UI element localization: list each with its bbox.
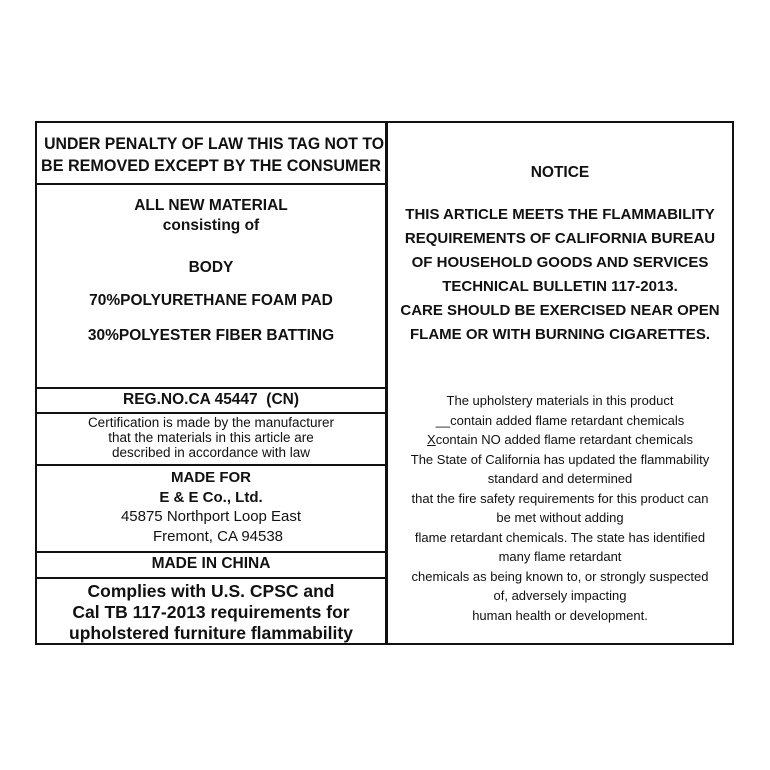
disclosure-body-line: human health or development. [472, 607, 648, 623]
option-added-text: contain added flame retardant chemicals [450, 412, 685, 428]
notice-line-3: OF HOUSEHOLD GOODS AND SERVICES [411, 254, 709, 271]
disclosure-body-line: be met without adding [496, 510, 624, 525]
country-of-origin [37, 554, 385, 574]
disclosure-intro: The upholstery materials in this product [446, 393, 674, 408]
penalty-line-1: UNDER PENALTY OF LAW THIS TAG NOT TO [44, 135, 385, 153]
material-subheading: consisting of [162, 217, 260, 234]
divider-line [37, 412, 385, 414]
material-part: BODY [188, 259, 234, 276]
notice-panel [388, 123, 732, 643]
disclosure-body-line: flame retardant chemicals. The state has identified [414, 529, 706, 545]
penalty-warning [37, 133, 385, 177]
address-line-2: Fremont, CA 94538 [152, 527, 284, 545]
disclosure-body-line: of, adversely impacting [493, 588, 627, 603]
notice-line-1: THIS ARTICLE MEETS THE FLAMMABILITY [405, 206, 715, 223]
disclosure-option-none [388, 430, 732, 450]
origin-text: MADE IN CHINA [151, 555, 271, 572]
disclosure-body-line: many flame retardant [498, 549, 622, 564]
notice-line-4: TECHNICAL BULLETIN 117-2013. [442, 278, 678, 295]
option-added-mark: __ [435, 412, 451, 428]
notice-line-2: REQUIREMENTS OF CALIFORNIA BUREAU [404, 230, 716, 247]
material-item-2: 30%POLYESTER FIBER BATTING [87, 327, 335, 344]
option-none-mark: X [427, 432, 436, 447]
material-item-1: 70%POLYURETHANE FOAM PAD [89, 292, 333, 309]
compliance-statement [37, 581, 385, 644]
divider-line [37, 577, 385, 579]
disclosure-body-line: standard and determined [487, 471, 633, 486]
material-heading: ALL NEW MATERIAL [134, 197, 288, 214]
compliance-line-1: Complies with U.S. CPSC and [87, 581, 335, 601]
notice-body [388, 203, 732, 347]
disclosure-body-line: chemicals as being known to, or strongly suspected [411, 568, 709, 584]
disclosure-body-line: that the fire safety requirements for this product can [411, 490, 709, 506]
address-line-1: 45875 Northport Loop East [120, 508, 302, 525]
disclosure-body-line: The State of California has updated the flammability [410, 451, 710, 467]
material-section [37, 196, 385, 346]
registration-number [37, 390, 385, 410]
certification-statement [37, 415, 385, 460]
disclosure-option-added [388, 411, 732, 431]
compliance-line-2: Cal TB 117-2013 requirements for [72, 602, 350, 622]
penalty-line-2: BE REMOVED EXCEPT BY THE CONSUMER [41, 157, 381, 175]
reg-no-text: REG.NO.CA 45447 (CN) [123, 391, 299, 408]
divider-line [37, 464, 385, 466]
company-name: E & E Co., Ltd. [159, 488, 263, 506]
certification-line-3: described in accordance with law [111, 445, 311, 460]
certification-line-2: that the materials in this article are [108, 430, 314, 445]
flame-retardant-disclosure [388, 391, 732, 625]
divider-line [37, 551, 385, 553]
divider-line [37, 183, 385, 185]
notice-line-6: FLAME OR WITH BURNING CIGARETTES. [410, 326, 710, 343]
certification-line-1: Certification is made by the manufacturer [87, 415, 335, 430]
notice-line-5: CARE SHOULD BE EXERCISED NEAR OPEN [400, 302, 720, 319]
notice-title: NOTICE [530, 164, 590, 181]
made-for-heading: MADE FOR [171, 469, 251, 486]
option-none-text: contain NO added flame retardant chemicals [435, 432, 693, 447]
divider-line [37, 387, 385, 389]
compliance-line-3: upholstered furniture flammability [69, 623, 353, 643]
made-for-section [37, 468, 385, 546]
law-tag [35, 121, 734, 645]
